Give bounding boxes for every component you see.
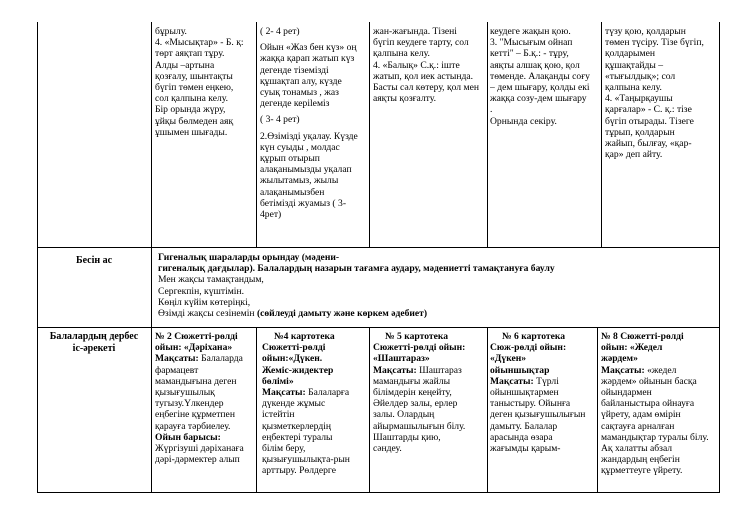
game-title-line: ойын: «Жедел [601, 342, 663, 354]
text-line: ( 2- 4 рет) [260, 26, 300, 37]
goal-line [601, 365, 719, 376]
text-line: тугызу.Үлкендер [155, 398, 224, 410]
text-line: бүгіп отырады. Тізеге [605, 115, 694, 127]
hygiene-title-line1: Гигеналық шараларды орындау (мәдени- [158, 252, 340, 263]
text-line: дегенде керіleміз [260, 98, 330, 110]
goal-label: Мақсаты: [373, 364, 417, 376]
text-line: Жүргізуші дәріханаға [155, 443, 244, 455]
text-line: 3. "Мысығым ойнап [490, 37, 573, 49]
text-line: жағымды қарым- [490, 443, 561, 455]
text-line: жылытамыз, жылы [260, 175, 339, 187]
text-line: 4. «Балық» С.қ.: іште [373, 59, 460, 71]
game-title-line: «Шаштараз» [373, 353, 430, 365]
game-title-line: ойыншықтар [490, 364, 550, 376]
poem-line: Мен жақсы тамақтандым, [158, 274, 264, 286]
text-line: алақанымызды уқалап [260, 164, 352, 176]
text-line: . [490, 104, 493, 116]
text-line: сол қалпына келу. [155, 93, 228, 105]
text-line: ұшымен шығады. [155, 126, 228, 138]
row2-content-cell [158, 252, 718, 319]
text-line: қарғалар» - С. қ.: тізе [605, 104, 692, 116]
table-divider-col3 [369, 22, 370, 247]
goal-line [262, 387, 369, 398]
table-divider-col4b [487, 327, 488, 492]
text-line: аяқты алшақ қою, қол [490, 59, 580, 71]
text-line: жаққа созу-дем шығару [490, 93, 587, 105]
goal-text: Түрлi [533, 375, 559, 387]
row3-col3-cell [262, 331, 369, 477]
text-line: арасында өзара [490, 431, 553, 443]
table-divider-col2b [256, 327, 257, 492]
text-line: қалпына келу. [605, 82, 662, 94]
text-line: байланыстыра ойнауға [601, 398, 695, 410]
text-line: жаққа қарап жатып күз [260, 53, 355, 65]
text-line: Басты сәл көтеру, қол мен [373, 82, 479, 94]
game-title-line: Сюжетті-рөлдi [262, 342, 326, 354]
text-line: ойыншықтармен [490, 387, 559, 399]
text-line: үйрету, адам өмірін [601, 409, 681, 421]
goal-text: Балаларға [305, 387, 350, 399]
row1-col3-cell [260, 26, 368, 220]
text-line: төменде. Алақанды соғу [490, 70, 590, 82]
row1-col4-cell [373, 26, 489, 104]
table-border-bottom [37, 492, 720, 493]
text-line: Ойын «Жаз бен күз» оң [260, 42, 357, 54]
text-line: 4. «Мысықтар» - Б. қ: [155, 37, 244, 49]
text-line: «тығылдық»; сол [605, 70, 676, 82]
poem-line: Көңіл күйім көтеріңкі, [158, 296, 251, 308]
text-line: айырмашылығын білу. [373, 420, 466, 432]
text-line: фармацевт [155, 364, 199, 376]
game-title-line: № 2 Сюжетті-рөлдi [155, 331, 238, 342]
text-line: қозғалу, шынтақты [155, 70, 233, 82]
text-line: жайып, былғау, «қар- [605, 138, 692, 150]
row3-col6-cell [601, 331, 719, 477]
row1-col2-cell [155, 26, 255, 138]
text-line: түзу қою, қолдарын [605, 26, 686, 37]
text-line: 2.Өзімізді уқалау. Күзде [260, 130, 358, 142]
text-line: жәрдем» ойынын басқа [601, 375, 697, 387]
goal-label: Мақсаты: [262, 387, 306, 399]
row1-col5-cell [490, 26, 606, 127]
text-line: қарауға тәрбиелеу. [155, 420, 231, 432]
text-line: қар» деп айту. [605, 149, 663, 161]
row3-label-line2: іс-әрекеті [72, 343, 116, 354]
goal-label: Мақсаты: [155, 353, 199, 365]
text-line: төрт аяқтап тұру. [155, 48, 225, 60]
card-number: № 6 картотека [502, 331, 566, 342]
goal-text: «жедел [644, 364, 677, 376]
table-divider-col2 [256, 22, 257, 247]
poem-line-with-note [158, 308, 718, 319]
text-line: дүкенде жұмыс [262, 398, 326, 410]
table-divider-col1 [151, 22, 152, 492]
game-title-line: № 8 Сюжетті-рөлдi [601, 331, 684, 342]
text-line: дәрі-дәрмектер алып [155, 454, 240, 466]
text-line: сақтауға арналған [601, 420, 675, 432]
text-line: ойындармен [601, 387, 652, 399]
goal-label: Мақсаты: [601, 364, 645, 376]
text-line: тұрып, қолдарын [605, 126, 675, 138]
text-line: еңбегіне құрметпен [155, 409, 235, 421]
game-title-line: Жеміс-жидектер [262, 364, 334, 376]
text-line: ( 3- 4 рет) [260, 114, 300, 126]
goal-text: Балаларда [198, 353, 243, 365]
text-line: жандардың еңбегін [601, 454, 680, 466]
row2-label: Бесін ас [75, 255, 113, 266]
game-title-line: Сюжетті-рөлдi ойын: [373, 342, 466, 354]
text-line: Ақ халатты абзал [601, 443, 673, 455]
text-line: Шаштарды қию, [373, 431, 441, 443]
text-line: еңбектері туралы [262, 431, 333, 443]
text-line: дегенде тіземіздi [260, 64, 329, 76]
table-border-right [719, 22, 720, 492]
text-line: жатып, қол иек астында. [373, 70, 474, 82]
text-line: білім беру, [262, 443, 306, 455]
text-line: деген қызығушылығын [490, 409, 586, 421]
text-line: – дем шығару, қолды екі [490, 82, 590, 94]
game-title-line: ойын: «Дәріхана» [155, 342, 233, 354]
text-line: бүгіп кеудеге тарту, сол [373, 37, 469, 49]
text-line: құрметтеуге үйрету. [601, 465, 683, 477]
text-line: қалпына келу. [373, 48, 430, 60]
text-line: Орнында секіру. [490, 115, 557, 127]
goal-line [490, 376, 598, 387]
text-line: алақанымызбен [260, 186, 325, 198]
game-title-line: Сюж-рөлдi ойын: [490, 342, 567, 354]
text-line: қызметкерлердің [262, 420, 332, 432]
text-line: ұйқы бөлмеден аяқ [155, 115, 234, 127]
row-divider-2 [37, 327, 720, 328]
text-line: 4. «Таңырқаушы [605, 93, 673, 105]
row1-col6-cell [605, 26, 719, 160]
row3-label-line1: Балалардың дербес [49, 331, 139, 342]
text-line: бетімізді жуамыз ( 3- [260, 197, 347, 209]
goal-label: Мақсаты: [490, 375, 534, 387]
text-line: қызығушылық [155, 387, 215, 399]
text-line: бұрылу. [155, 26, 187, 37]
text-line: төмен түсіру. Тізе бүгіп, [605, 37, 704, 49]
text-line: құшақтап алу, күзде [260, 75, 342, 87]
text-line: білімдерін кеңейту, [373, 387, 452, 399]
goal-text: Шаштараз [416, 364, 462, 376]
text-line: дамыту. Балалар [490, 420, 558, 432]
text-line: кетті" – Б.қ.: - тұру, [490, 48, 569, 60]
text-line: Әйелдер залы, ерлер [373, 398, 458, 410]
game-title-line: бөлімі» [262, 375, 294, 387]
row3-col5-cell [490, 331, 598, 454]
poem-line: Сергекпін, күштімін. [158, 285, 245, 297]
game-title-line: «Дүкен» [490, 353, 527, 365]
table-divider-col3b [369, 327, 370, 492]
game-title-line: жәрдем» [601, 353, 638, 365]
goal-line [373, 365, 487, 376]
row3-label [37, 331, 151, 355]
row3-col4-cell [373, 331, 487, 454]
text-line: мамандығына деген [155, 375, 237, 387]
game-process-label: Ойын барысы: [155, 431, 221, 443]
text-line: мамандығы жайлы [373, 375, 451, 387]
text-line: сәндеу. [373, 443, 402, 455]
poem-line: Өзімді жақсы сезінемін [158, 308, 255, 320]
text-line: кеудеге жақын қою. [490, 26, 571, 37]
subject-note: (сөйлеуді дамыту және көркем әдебиет) [256, 308, 428, 320]
row-divider-1 [37, 247, 720, 248]
text-line: арттыру. Рөлдерге [262, 465, 336, 477]
text-line: аяқты қозғалту. [373, 93, 436, 105]
text-line: жан-жағында. Тізені [373, 26, 457, 37]
text-line: істейтін [262, 409, 295, 421]
text-line: залы. Олардың [373, 409, 435, 421]
text-line: Бір орында жүру, [155, 104, 226, 116]
row3-col2-cell [155, 331, 256, 465]
text-line: 4рет) [260, 209, 282, 221]
text-line: қызығушылықта-рын [262, 454, 350, 466]
hygiene-title-line2: гигеналық дағдылар). Балалардың назарын тағамға аудару, мәдениетті тамақтануға баулу [158, 263, 555, 275]
goal-line [155, 353, 256, 364]
card-number: №4 картотека [274, 331, 335, 342]
text-line: мамандықтар туралы білу. [601, 431, 709, 443]
text-line: бүгіп төмен еңкею, [155, 82, 234, 94]
text-line: күн суыды , молдас [260, 141, 340, 153]
text-line: құшақтайды – [605, 59, 663, 71]
text-line: Алды –артына [155, 59, 215, 71]
card-number: № 5 картотека [385, 331, 449, 342]
text-line: құрып отырып [260, 153, 320, 165]
game-title-line: ойын:«Дүкен. [262, 353, 323, 365]
text-line: суық тонамыз , жаз [260, 87, 339, 99]
text-line: таныстыру. Ойынға [490, 398, 571, 410]
text-line: қолдарымен [605, 48, 655, 60]
